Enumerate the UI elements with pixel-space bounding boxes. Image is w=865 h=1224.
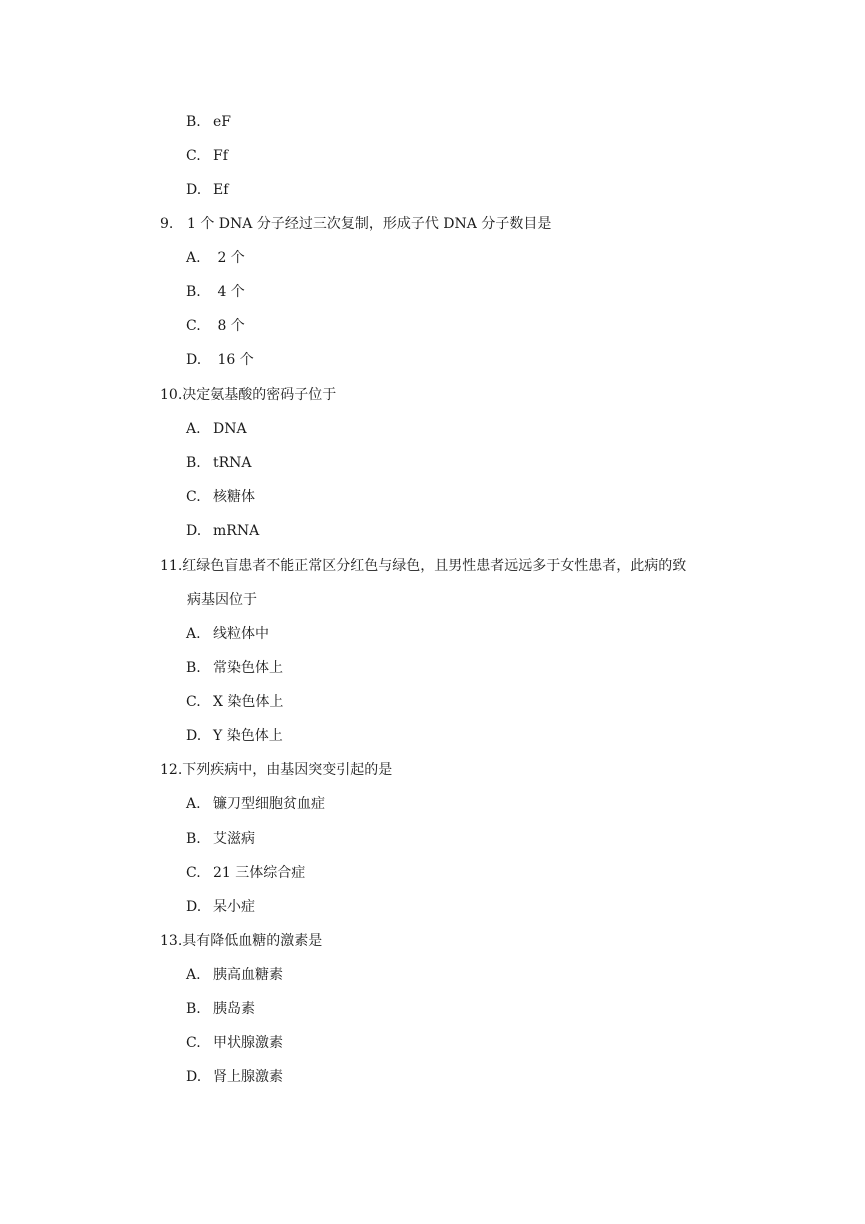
option-q13-b: [186, 999, 255, 1019]
option-q13-a: [186, 965, 283, 985]
option-text: 胰高血糖素: [213, 967, 283, 983]
question-number: 9.: [160, 216, 174, 232]
question-12: [160, 760, 392, 780]
option-q11-a: [186, 624, 269, 644]
option-label: D.: [186, 728, 202, 744]
option-text: Y 染色体上: [213, 728, 283, 744]
option-label: A.: [186, 421, 201, 437]
option-q11-b: [186, 658, 283, 678]
option-q12-d: [186, 897, 255, 917]
option-label: C.: [186, 865, 201, 881]
option-text: 16 个: [213, 352, 254, 368]
option-text: DNA: [213, 421, 247, 437]
option-label: D.: [186, 352, 202, 368]
option-label: D.: [186, 182, 202, 198]
question-9: [160, 214, 551, 234]
option-q10-b: [186, 453, 252, 473]
option-text: 胰岛素: [213, 1001, 255, 1017]
option-text: 8 个: [213, 318, 245, 334]
option-label: B.: [186, 455, 201, 471]
option-text: 21 三体综合症: [213, 865, 306, 881]
option-q12-a: [186, 794, 325, 814]
question-text: 具有降低血糖的激素是: [182, 933, 323, 949]
option-text: Ef: [213, 182, 229, 198]
option-label: B.: [186, 660, 201, 676]
option-label: B.: [186, 114, 201, 130]
option-text: 2 个: [213, 250, 245, 266]
option-q13-d: [186, 1067, 283, 1087]
option-text: 镰刀型细胞贫血症: [213, 796, 325, 812]
option-q13-c: [186, 1033, 283, 1053]
option-q12-c: [186, 863, 305, 883]
option-text: 艾滋病: [213, 831, 255, 847]
question-text: 1 个 DNA 分子经过三次复制，形成子代 DNA 分子数目是: [187, 216, 552, 232]
option-q9-a: [186, 248, 245, 268]
question-text: 下列疾病中，由基因突变引起的是: [182, 762, 393, 778]
option-q9-c: [186, 316, 245, 336]
question-number: 12.: [160, 762, 183, 778]
option-label: A.: [186, 967, 201, 983]
option-text: 甲状腺激素: [213, 1035, 283, 1051]
option-q8-c: [186, 146, 228, 166]
option-q8-d: [186, 180, 228, 200]
question-number: 11.: [160, 558, 183, 574]
option-label: C.: [186, 694, 201, 710]
option-text: eF: [213, 114, 231, 130]
option-text: 核糖体: [213, 489, 255, 505]
option-label: B.: [186, 1001, 201, 1017]
question-text: 决定氨基酸的密码子位于: [182, 387, 337, 403]
option-label: D.: [186, 1069, 202, 1085]
question-11: [160, 556, 686, 576]
option-q10-d: [186, 521, 259, 541]
question-number: 13.: [160, 933, 183, 949]
option-text: 4 个: [213, 284, 245, 300]
option-q10-a: [186, 419, 247, 439]
option-q11-c: [186, 692, 283, 712]
option-label: C.: [186, 148, 201, 164]
question-number: 10.: [160, 387, 183, 403]
option-label: C.: [186, 489, 201, 505]
option-label: B.: [186, 831, 201, 847]
question-text: 病基因位于: [187, 592, 257, 608]
option-q9-b: [186, 282, 245, 302]
option-q11-d: [186, 726, 283, 746]
option-text: tRNA: [213, 455, 252, 471]
question-13: [160, 931, 322, 951]
option-label: C.: [186, 318, 201, 334]
option-q12-b: [186, 829, 255, 849]
option-label: D.: [186, 523, 202, 539]
option-label: A.: [186, 250, 201, 266]
option-text: Ff: [213, 148, 228, 164]
option-text: 肾上腺激素: [213, 1069, 283, 1085]
question-10: [160, 385, 336, 405]
option-q10-c: [186, 487, 255, 507]
option-label: D.: [186, 899, 202, 915]
option-label: A.: [186, 796, 201, 812]
option-text: 常染色体上: [213, 660, 283, 676]
option-q8-b: [186, 112, 231, 132]
option-q9-d: [186, 350, 254, 370]
option-label: A.: [186, 626, 201, 642]
option-text: mRNA: [213, 523, 260, 539]
option-label: B.: [186, 284, 201, 300]
option-label: C.: [186, 1035, 201, 1051]
option-text: X 染色体上: [213, 694, 284, 710]
question-text: 红绿色盲患者不能正常区分红色与绿色，且男性患者远远多于女性患者，此病的致: [182, 558, 687, 574]
option-text: 线粒体中: [213, 626, 269, 642]
question-11-continuation: [187, 590, 257, 610]
option-text: 呆小症: [213, 899, 255, 915]
